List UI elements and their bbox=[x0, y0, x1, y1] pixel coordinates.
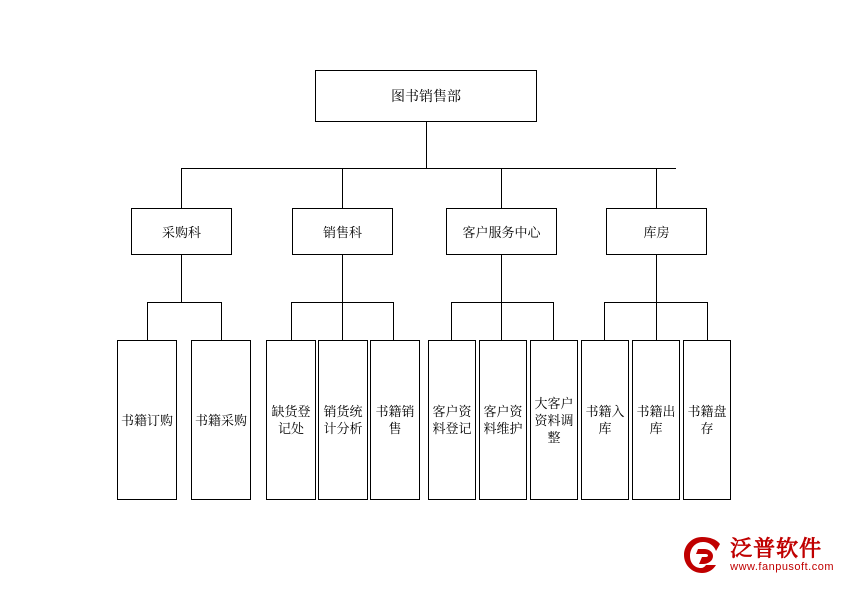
connector-dept2-stem bbox=[342, 255, 343, 302]
connector-dept-drop-1 bbox=[181, 168, 182, 208]
node-department-2 bbox=[292, 208, 393, 255]
node-department-4-label: 库房 bbox=[643, 225, 670, 240]
fanpu-logo-icon bbox=[682, 535, 722, 575]
node-root bbox=[315, 70, 537, 122]
node-leaf-4 bbox=[318, 340, 368, 500]
node-department-1 bbox=[131, 208, 232, 255]
connector-dept3-bus bbox=[451, 302, 553, 303]
watermark-url: www.fanpusoft.com bbox=[730, 561, 834, 574]
connector-dept1-stem bbox=[181, 255, 182, 302]
connector-dept4-drop-3 bbox=[707, 302, 708, 340]
connector-dept1-drop-1 bbox=[147, 302, 148, 340]
watermark-brand: 泛普软件 bbox=[730, 535, 823, 561]
node-leaf-7 bbox=[479, 340, 527, 500]
connector-dept3-stem bbox=[501, 255, 502, 302]
node-leaf-3 bbox=[266, 340, 316, 500]
node-leaf-10 bbox=[632, 340, 680, 500]
node-leaf-4-label: 销货统计分析 bbox=[323, 404, 363, 436]
node-leaf-6-label: 客户资料登记 bbox=[432, 404, 472, 436]
connector-dept4-drop-1 bbox=[604, 302, 605, 340]
connector-dept4-drop-2 bbox=[656, 302, 657, 340]
connector-dept-bus bbox=[181, 168, 676, 169]
node-leaf-1 bbox=[117, 340, 177, 500]
connector-dept3-drop-1 bbox=[451, 302, 452, 340]
connector-dept3-drop-2 bbox=[501, 302, 502, 340]
node-leaf-6 bbox=[428, 340, 476, 500]
node-department-4 bbox=[606, 208, 707, 255]
node-leaf-9-label: 书籍入库 bbox=[585, 404, 625, 436]
connector-dept3-drop-3 bbox=[553, 302, 554, 340]
connector-dept1-drop-2 bbox=[221, 302, 222, 340]
node-leaf-11 bbox=[683, 340, 731, 500]
node-leaf-8 bbox=[530, 340, 578, 500]
node-department-3 bbox=[446, 208, 557, 255]
node-leaf-3-label: 缺货登记处 bbox=[271, 404, 311, 436]
connector-dept-drop-4 bbox=[656, 168, 657, 208]
connector-dept-drop-3 bbox=[501, 168, 502, 208]
connector-dept2-drop-1 bbox=[291, 302, 292, 340]
node-leaf-10-label: 书籍出库 bbox=[636, 404, 676, 436]
connector-dept2-drop-2 bbox=[342, 302, 343, 340]
node-department-2-label: 销售科 bbox=[322, 225, 362, 240]
watermark-text bbox=[730, 537, 834, 573]
node-leaf-5-label: 书籍销售 bbox=[375, 404, 415, 436]
connector-dept2-drop-3 bbox=[393, 302, 394, 340]
watermark-logo bbox=[682, 535, 834, 575]
node-root-label: 图书销售部 bbox=[391, 88, 461, 104]
node-leaf-5 bbox=[370, 340, 420, 500]
connector-dept1-bus bbox=[147, 302, 221, 303]
connector-dept-drop-2 bbox=[342, 168, 343, 208]
node-leaf-7-label: 客户资料维护 bbox=[483, 404, 523, 436]
node-leaf-2 bbox=[191, 340, 251, 500]
node-leaf-2-label: 书籍采购 bbox=[194, 412, 247, 428]
connector-root-stem bbox=[426, 122, 427, 168]
node-leaf-11-label: 书籍盘存 bbox=[687, 404, 727, 436]
connector-dept4-stem bbox=[656, 255, 657, 302]
node-leaf-9 bbox=[581, 340, 629, 500]
node-leaf-8-label: 大客户资料调整 bbox=[534, 395, 574, 445]
node-leaf-1-label: 书籍订购 bbox=[120, 412, 173, 428]
node-department-3-label: 客户服务中心 bbox=[462, 225, 541, 240]
node-department-1-label: 采购科 bbox=[161, 225, 201, 240]
